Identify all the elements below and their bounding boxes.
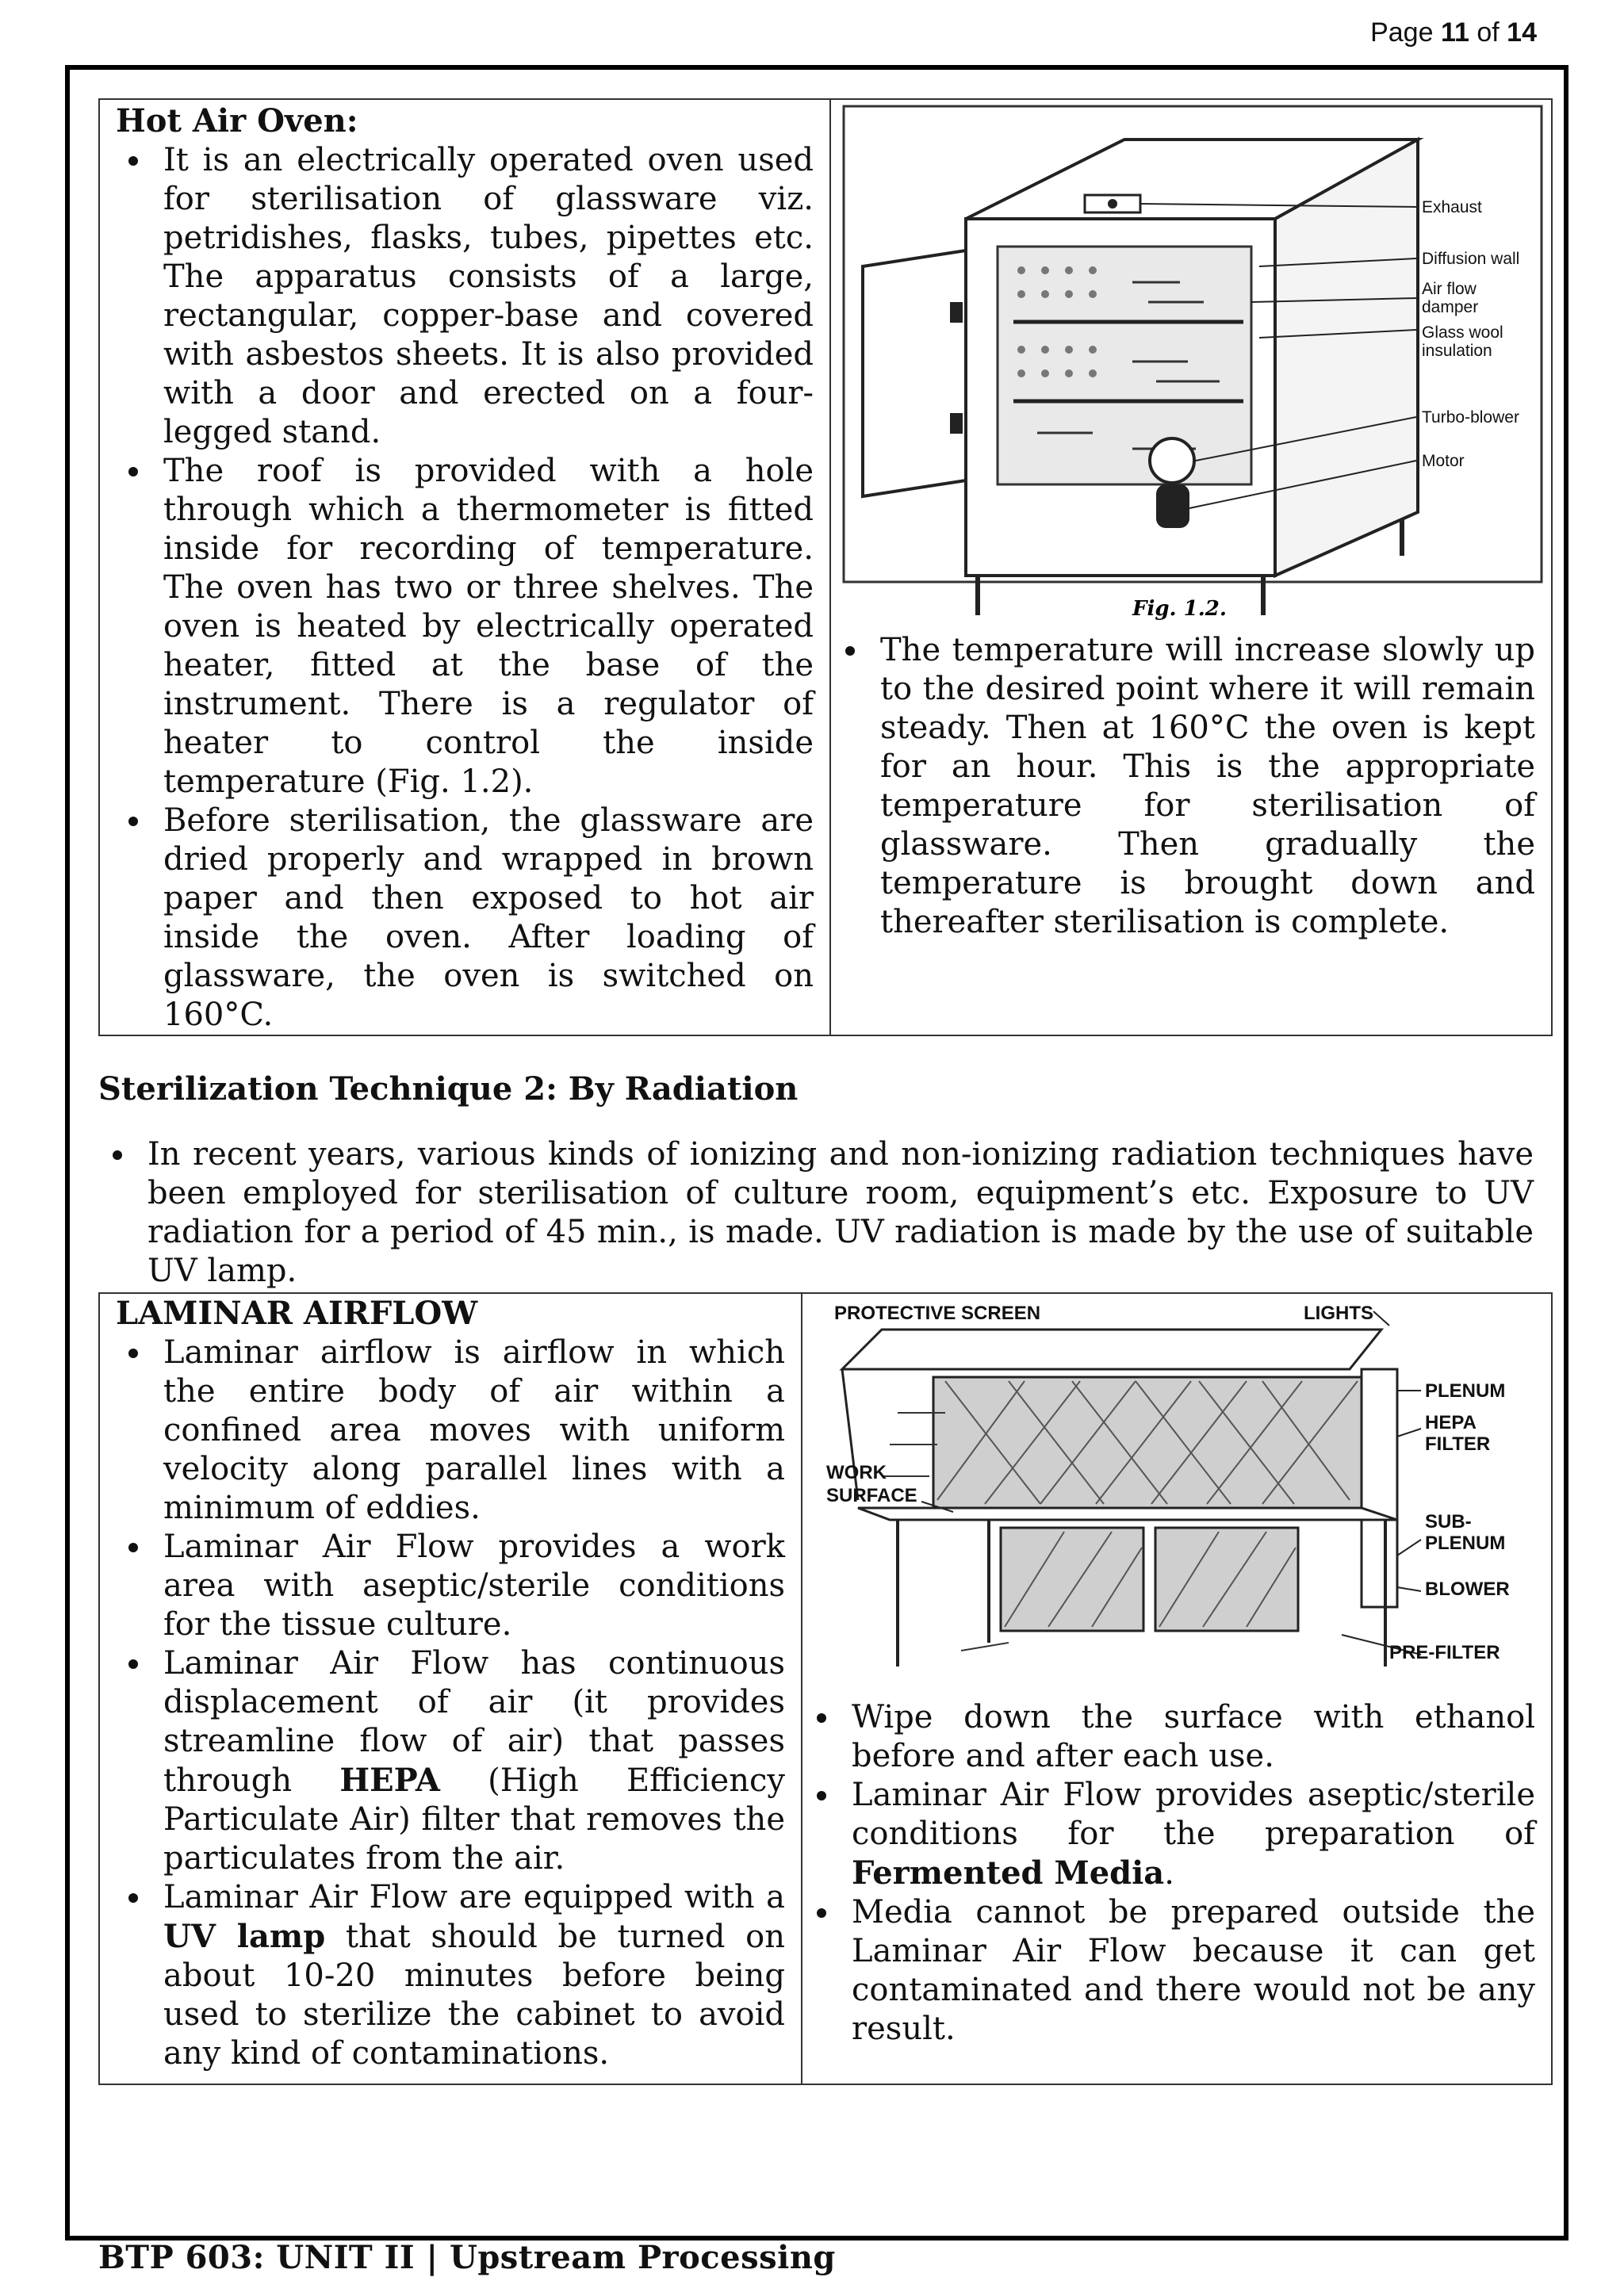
radiation-intro xyxy=(98,1135,1534,1291)
laminar-right-bullets xyxy=(802,1698,1535,2049)
laminar-bullets xyxy=(114,1334,785,2073)
page-total: 14 xyxy=(1507,17,1537,48)
page-footer: BTP 603: UNIT II | Upstream Processing xyxy=(98,2239,836,2276)
laminar-label-blower: BLOWER xyxy=(1425,1578,1510,1600)
laminar-label-protective-screen: PROTECTIVE SCREEN xyxy=(834,1303,1041,1324)
page-number xyxy=(1370,17,1537,48)
list-item xyxy=(802,1776,1535,1893)
list-item: In recent years, various kinds of ionizing and non-ionizing radiation techniques have been employed for sterilisation of culture room, equipment’s etc. Exposure to UV radiation for a period of 45 min., is made. UV radiation is made by the use of suitable UV lamp. xyxy=(98,1135,1534,1291)
list-item: It is an electrically operated oven used for sterilisation of glassware viz. petridishes, flasks, tubes, pipettes etc. The apparatus consists of a large, rectangular, copper-base and covered with asbestos sheets. It is also provided with a door and erected on a four-legged stand. xyxy=(114,141,814,452)
hot-air-oven-text-cell xyxy=(99,99,830,1035)
text-span: (High Efficiency Particulate Air) filter that removes the particulates from the air. xyxy=(163,1762,785,1877)
laminar-label-work: WORK xyxy=(826,1462,887,1483)
hot-air-oven-figure xyxy=(831,100,1556,631)
list-item: Before sterilisation, the glassware are dried properly and wrapped in brown paper and then exposed to hot air inside the oven. After loading of glassware, the oven is switched on 160°C. xyxy=(114,802,814,1035)
fermented-media-bold: Fermented Media xyxy=(852,1854,1165,1892)
oven-label-insulation: insulation xyxy=(1422,342,1492,360)
list-item xyxy=(114,1878,785,2073)
oven-label-turbo-blower: Turbo-blower xyxy=(1422,408,1519,427)
list-item: Laminar Air Flow provides a work area with aseptic/sterile conditions for the tissue culture. xyxy=(114,1528,785,1644)
page-prefix: Page xyxy=(1370,17,1434,48)
page-of: of xyxy=(1477,17,1500,48)
text-span: Laminar Air Flow has continuous displacement of air (it provides streamline flow of air) that passes through xyxy=(163,1645,785,1799)
oven-label-exhaust: Exhaust xyxy=(1422,198,1482,216)
oven-label-diffusion-wall: Diffusion wall xyxy=(1422,250,1520,268)
laminar-text-cell xyxy=(99,1293,802,2084)
uv-lamp-bold: UV lamp xyxy=(163,1918,326,1955)
radiation-section-title: Sterilization Technique 2: By Radiation xyxy=(98,1070,799,1108)
list-item: Laminar airflow is airflow in which the entire body of air within a confined area moves with uniform velocity along parallel lines with a minimum of eddies. xyxy=(114,1334,785,1528)
laminar-airflow-table xyxy=(98,1292,1553,2085)
laminar-label-lights: LIGHTS xyxy=(1304,1303,1373,1324)
laminar-figure-cell xyxy=(802,1293,1552,2084)
list-item: Media cannot be prepared outside the Laminar Air Flow because it can get contaminated and there would not be any result. xyxy=(802,1893,1535,2049)
laminar-label-sub-plenum: PLENUM xyxy=(1425,1533,1506,1554)
hot-air-oven-figure-cell xyxy=(830,99,1552,1035)
oven-label-air-flow: Air flow xyxy=(1422,280,1477,298)
laminar-label-plenum: PLENUM xyxy=(1425,1380,1506,1402)
laminar-label-hepa: HEPA xyxy=(1425,1412,1477,1433)
list-item: The temperature will increase slowly up to the desired point where it will remain steady. Then at 160°C the oven is kept for an hour. This is the appropriate temperature for sterilisation of glassware. Then gradually the temperature is brought down and thereafter sterilisation is complete. xyxy=(831,631,1535,942)
oven-label-damper: damper xyxy=(1422,298,1479,316)
laminar-airflow-figure xyxy=(802,1294,1554,1698)
list-item xyxy=(114,1644,785,1878)
laminar-label-filter: FILTER xyxy=(1425,1433,1491,1455)
page-current: 11 xyxy=(1440,17,1469,48)
hot-air-oven-right-bullets xyxy=(831,631,1535,942)
laminar-label-sub: SUB- xyxy=(1425,1511,1472,1533)
laminar-label-pre-filter: PRE-FILTER xyxy=(1389,1642,1500,1663)
figure-caption: Fig. 1.2. xyxy=(1132,597,1227,621)
text-span: . xyxy=(1164,1855,1174,1892)
text-span: that should be turned on about 10-20 minutes before being used to sterilize the cabinet to avoid any kind of contaminations. xyxy=(163,1919,786,2072)
hot-air-oven-table xyxy=(98,98,1553,1036)
hepa-bold: HEPA xyxy=(339,1762,440,1799)
list-item: The roof is provided with a hole through which a thermometer is fitted inside for recording of temperature. The oven has two or three shelves. The oven is heated by electrically operated heater, fitted at the base of the instrument. There is a regulator of heater to control the inside temperature (Fig. 1.2). xyxy=(114,452,814,802)
laminar-title: LAMINAR AIRFLOW xyxy=(116,1295,478,1332)
hot-air-oven-title: Hot Air Oven: xyxy=(116,102,358,140)
text-span: Laminar Air Flow are equipped with a xyxy=(163,1879,785,1915)
text-span: Laminar Air Flow provides aseptic/sterile conditions for the preparation of xyxy=(852,1777,1535,1852)
oven-label-motor: Motor xyxy=(1422,452,1465,470)
oven-label-glass-wool: Glass wool xyxy=(1422,323,1503,342)
hot-air-oven-bullets xyxy=(114,141,814,1035)
list-item: Wipe down the surface with ethanol before and after each use. xyxy=(802,1698,1535,1776)
laminar-label-surface: SURFACE xyxy=(826,1485,917,1506)
